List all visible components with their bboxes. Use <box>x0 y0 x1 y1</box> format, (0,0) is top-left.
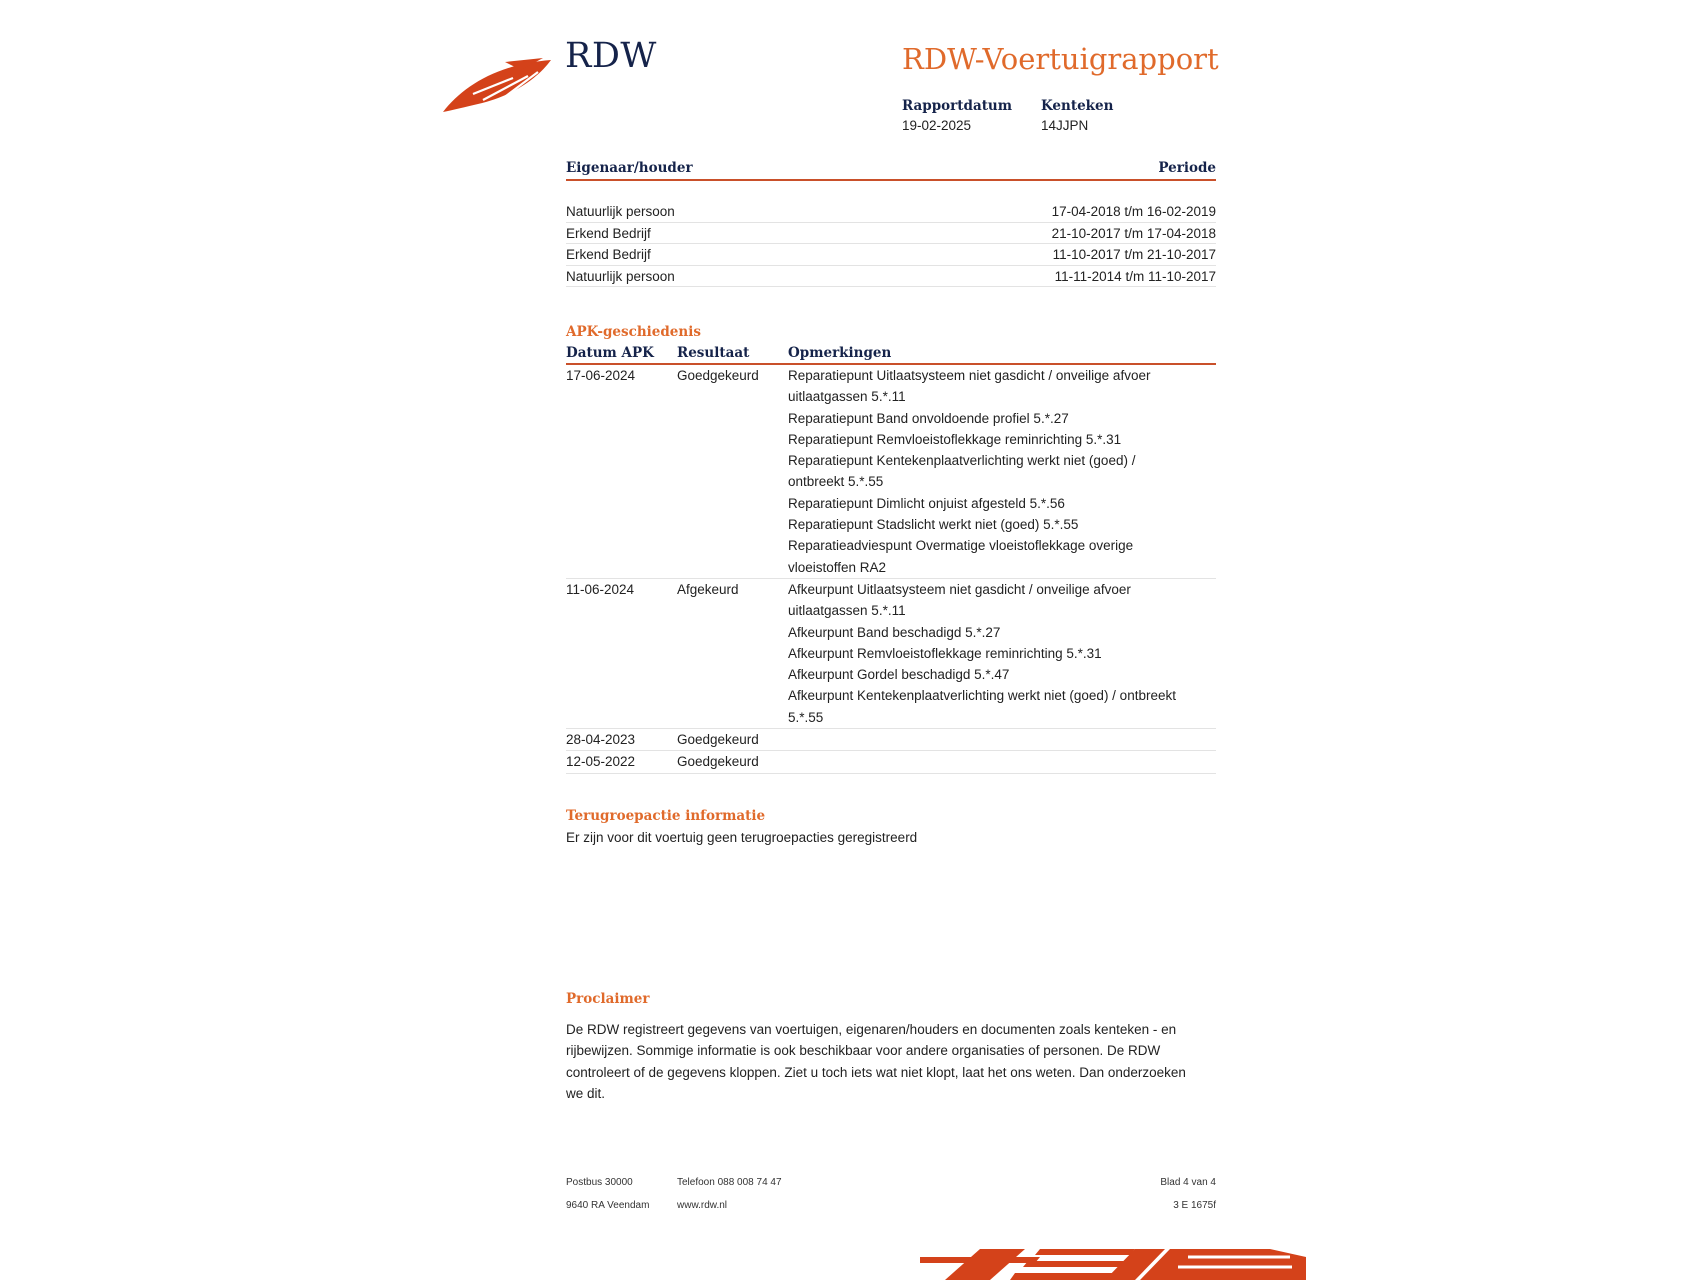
table-row <box>566 365 1216 579</box>
apk-note-line: uitlaatgassen 5.*.11 <box>788 603 906 619</box>
footer-postbus: Postbus 30000 <box>566 1177 633 1188</box>
apk-note-line: Afkeurpunt Uitlaatsysteem niet gasdicht / onveilige afvoer <box>788 581 1131 597</box>
owner-type: Natuurlijk persoon <box>566 204 675 219</box>
owner-period: 11-11-2014 t/m 11-10-2017 <box>1054 268 1216 284</box>
apk-note-line: Afkeurpunt Gordel beschadigd 5.*.47 <box>788 667 1010 683</box>
footer-contact <box>677 1171 782 1217</box>
apk-note-line: Reparatiepunt Stadslicht werkt niet (goed) 5.*.55 <box>788 517 1079 533</box>
apk-note-line: Reparatiepunt Kentekenplaatverlichting werkt niet (goed) / <box>788 453 1136 469</box>
period-column-header: Periode <box>1158 160 1216 176</box>
owner-type: Erkend Bedrijf <box>566 247 651 262</box>
apk-result: Goedgekeurd <box>677 368 759 383</box>
footer-page-number: Blad 4 van 4 <box>1160 1177 1216 1188</box>
owner-period: 11-10-2017 t/m 21-10-2017 <box>1052 247 1216 262</box>
disclaimer-line: De RDW registreert gegevens van voertuigen, eigenaren/houders en documenten zoals kenteken - en <box>566 1022 1177 1037</box>
recall-text: Er zijn voor dit voertuig geen terugroepacties geregistreerd <box>566 830 918 845</box>
disclaimer-section <box>566 991 1216 1104</box>
apk-table-header <box>566 345 1216 365</box>
footer-city: 9640 RA Veendam <box>566 1200 650 1211</box>
apk-notes <box>788 579 1216 728</box>
apk-note-line: Reparatieadviespunt Overmatige vloeistoflekkage overige <box>788 538 1134 554</box>
apk-notes <box>788 751 1216 772</box>
apk-date: 12-05-2022 <box>566 754 636 770</box>
apk-note-line: Reparatiepunt Band onvoldoende profiel 5.*.27 <box>788 410 1069 426</box>
owner-section <box>566 160 1216 287</box>
apk-note-line: 5.*.55 <box>788 709 824 725</box>
disclaimer-line: we dit. <box>566 1085 606 1101</box>
owner-table-header <box>566 160 1216 181</box>
owner-type: Erkend Bedrijf <box>566 225 651 241</box>
apk-note-line: ontbreekt 5.*.55 <box>788 474 884 490</box>
plate-label: Kenteken <box>1041 98 1114 114</box>
table-row <box>566 201 1216 223</box>
apk-date: 17-06-2024 <box>566 368 636 383</box>
footer-website: www.rdw.nl <box>677 1200 728 1211</box>
footer-phone: Telefoon 088 008 74 47 <box>677 1177 782 1188</box>
apk-note-line: vloeistoffen RA2 <box>788 559 887 575</box>
report-date-label: Rapportdatum <box>902 98 1013 114</box>
owner-type: Natuurlijk persoon <box>566 268 675 284</box>
apk-note-line: Afkeurpunt Kentekenplaatverlichting werkt niet (goed) / ontbreekt <box>788 688 1176 704</box>
owner-column-header: Eigenaar/houder <box>566 160 693 176</box>
apk-result: Goedgekeurd <box>677 754 759 770</box>
apk-result-header: Resultaat <box>677 345 750 361</box>
table-row <box>566 244 1216 266</box>
owner-period: 21-10-2017 t/m 17-04-2018 <box>1051 225 1216 241</box>
apk-title: APK-geschiedenis <box>566 324 701 340</box>
apk-note-line: Reparatiepunt Uitlaatsysteem niet gasdicht / onveilige afvoer <box>788 368 1151 383</box>
apk-note-line: Afkeurpunt Remvloeistoflekkage reminrichting 5.*.31 <box>788 645 1102 661</box>
footer-address <box>566 1171 649 1217</box>
recall-title: Terugroepactie informatie <box>566 808 766 824</box>
table-row <box>566 751 1216 773</box>
apk-result: Goedgekeurd <box>677 732 759 748</box>
plate-block <box>1041 98 1113 133</box>
apk-date: 28-04-2023 <box>566 732 636 748</box>
owner-period: 17-04-2018 t/m 16-02-2019 <box>1051 204 1216 219</box>
apk-note-line: Reparatiepunt Dimlicht onjuist afgesteld 5.*.56 <box>788 495 1065 511</box>
owner-table <box>566 201 1216 287</box>
footer-page-info <box>1160 1171 1216 1217</box>
apk-notes <box>788 729 1216 750</box>
report-title: RDW-Voertuigrapport <box>902 42 1219 76</box>
apk-notes-header: Opmerkingen <box>788 345 892 361</box>
report-date-block <box>902 98 1012 133</box>
disclaimer-line: rijbewijzen. Sommige informatie is ook beschikbaar voor andere organisaties of personen. De RDW <box>566 1043 1161 1059</box>
rdw-logo-icon <box>443 56 553 114</box>
decorative-stripes-icon <box>920 1245 1306 1280</box>
disclaimer-line: controleert of de gegevens kloppen. Ziet u toch iets wat niet klopt, laat het ons weten. Dan onderzoeken <box>566 1064 1186 1080</box>
disclaimer-text <box>566 1019 1216 1104</box>
apk-date: 11-06-2024 <box>566 581 635 597</box>
table-row <box>566 223 1216 245</box>
apk-section <box>566 324 1216 774</box>
apk-notes <box>788 365 1216 578</box>
apk-date-header: Datum APK <box>566 345 654 361</box>
disclaimer-title: Proclaimer <box>566 991 650 1007</box>
apk-note-line: uitlaatgassen 5.*.11 <box>788 389 906 405</box>
report-date-value: 19-02-2025 <box>902 118 972 133</box>
apk-note-line: Reparatiepunt Remvloeistoflekkage reminrichting 5.*.31 <box>788 431 1122 447</box>
footer-doc-code: 3 E 1675f <box>1173 1200 1216 1211</box>
brand-name: RDW <box>565 36 657 76</box>
plate-value: 14JJPN <box>1041 118 1089 133</box>
table-row <box>566 579 1216 729</box>
apk-result: Afgekeurd <box>677 581 739 597</box>
table-row <box>566 729 1216 751</box>
apk-note-line: Afkeurpunt Band beschadigd 5.*.27 <box>788 624 1001 640</box>
table-row <box>566 266 1216 288</box>
recall-section <box>566 808 1216 848</box>
